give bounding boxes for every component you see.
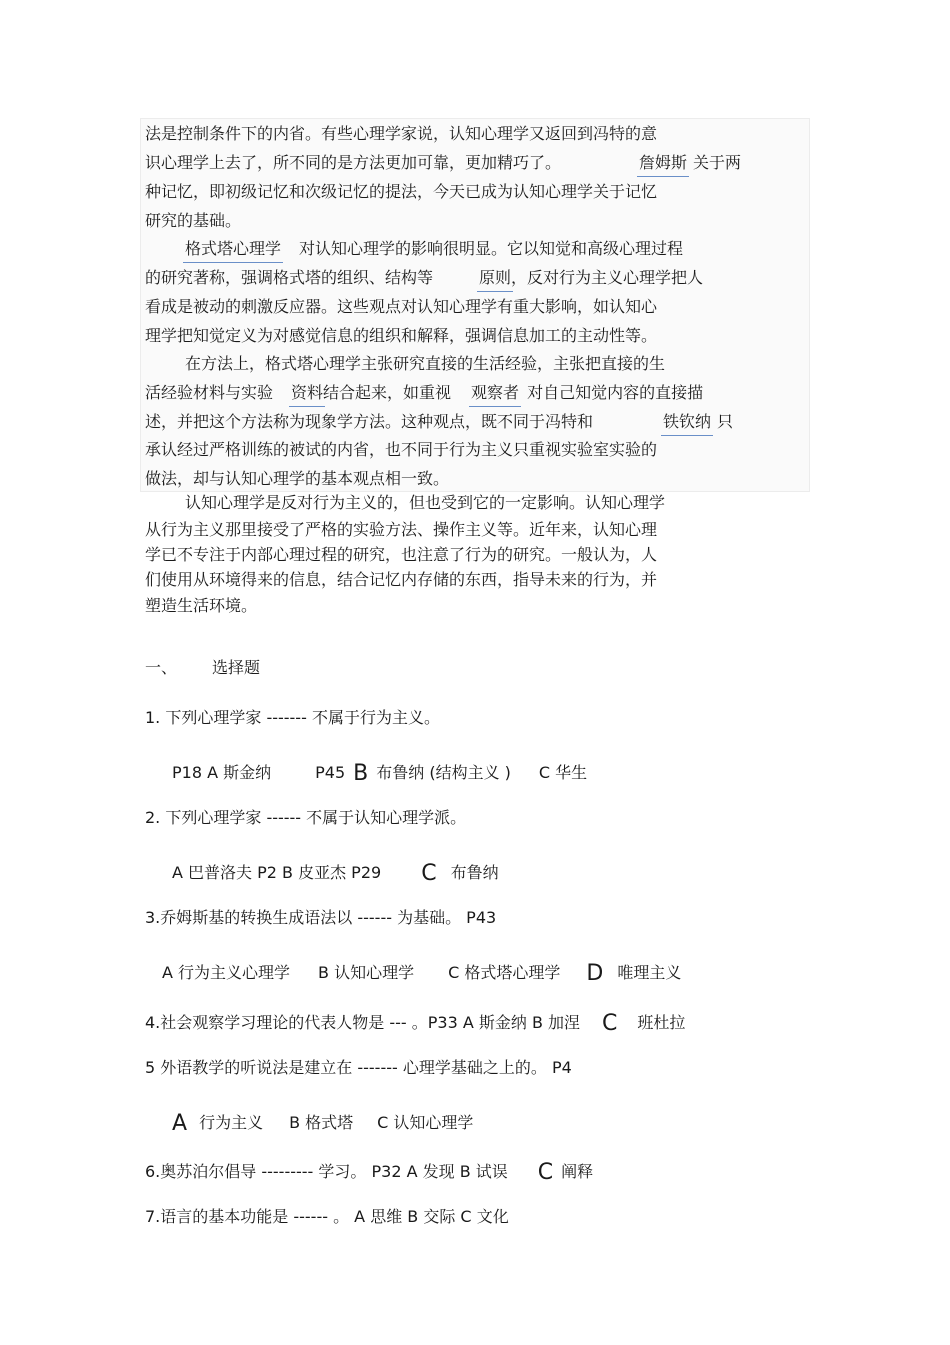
- text-line: 承认经过严格训练的被试的内省，也不同于行为主义只重视实验室实验的: [145, 440, 658, 459]
- question-6: [145, 1160, 594, 1185]
- text-line: 种记忆，即初级记忆和次级记忆的提法，今天已成为认知心理学关于记忆: [145, 182, 658, 201]
- q4-option-c: 班杜拉: [637, 1013, 686, 1032]
- q5-answer-letter: A: [172, 1111, 188, 1136]
- q6-text: 6.奥苏泊尔倡导 --------- 学习。 P32 A 发现 B 试误: [145, 1162, 508, 1181]
- text-span: 活经验材料与实验: [145, 383, 274, 402]
- text-span: ，反对行为主义心理学把人: [511, 268, 704, 287]
- q5-option-c: C 认知心理学: [377, 1113, 474, 1132]
- text-line: 塑造生活环境。: [145, 596, 258, 615]
- q3-option-a: A 行为主义心理学: [162, 963, 291, 982]
- q4-text: 4.社会观察学习理论的代表人物是 --- 。P33 A 斯金纳 B 加涅: [145, 1013, 581, 1032]
- underlined-term: 原则: [479, 268, 512, 287]
- text-line: 在方法上，格式塔心理学主张研究直接的生活经验，主张把直接的生: [185, 354, 666, 373]
- q2-options: [172, 861, 499, 886]
- question-4: [145, 1011, 686, 1036]
- q3-option-d: 唯理主义: [617, 963, 682, 982]
- q4-answer-letter: C: [602, 1011, 618, 1036]
- section-title: 选择题: [212, 658, 261, 677]
- text-line: 做法，却与认知心理学的基本观点相一致。: [145, 469, 450, 488]
- q3-option-c: C 格式塔心理学: [448, 963, 561, 982]
- q1-option-c: C 华生: [538, 763, 588, 782]
- text-span: 识心理学上去了，所不同的是方法更加可靠，更加精巧了。: [145, 153, 562, 172]
- q2-option-c: 布鲁纳: [450, 863, 499, 882]
- text-line: [145, 412, 733, 432]
- text-line: 看成是被动的刺激反应器。这些观点对认知心理学有重大影响，如认知心: [145, 297, 658, 316]
- text-line: 从行为主义那里接受了严格的实验方法、操作主义等。近年来，认知心理: [145, 520, 658, 539]
- text-line: [145, 268, 703, 288]
- q2-answer-letter: C: [421, 861, 437, 886]
- q5-option-a: 行为主义: [199, 1113, 264, 1132]
- text-span: 关于两: [693, 153, 742, 172]
- q1-options: [172, 761, 588, 786]
- text-span: 述，并把这个方法称为现象学方法。这种观点，既不同于冯特和: [145, 412, 594, 431]
- q1-answer-letter: B: [353, 761, 369, 786]
- text-span: 的研究著称，强调格式塔的组织、结构等: [145, 268, 434, 287]
- underlined-term: 詹姆斯: [639, 153, 688, 172]
- text-line: 法是控制条件下的内省。有些心理学家说，认知心理学又返回到冯特的意: [145, 124, 658, 143]
- q2-option-ab: A 巴普洛夫 P2 B 皮亚杰 P29: [172, 863, 382, 882]
- text-span: 结合起来，如重视: [323, 383, 452, 402]
- underlined-term: 格式塔心理学: [185, 239, 282, 258]
- underlined-term: 资料: [291, 383, 324, 402]
- question-1: 1. 下列心理学家 ------- 不属于行为主义。: [145, 708, 440, 727]
- text-line: 理学把知觉定义为对感觉信息的组织和解释，强调信息加工的主动性等。: [145, 326, 658, 345]
- underlined-term: 铁钦纳: [663, 412, 712, 431]
- q6-answer-letter: C: [537, 1160, 554, 1185]
- text-line: 认知心理学是反对行为主义的，但也受到它的一定影响。认知心理学: [185, 493, 666, 512]
- question-7: 7.语言的基本功能是 ------ 。 A 思维 B 交际 C 文化: [145, 1207, 509, 1226]
- text-span: 对自己知觉内容的直接描: [527, 383, 704, 402]
- q3-answer-letter: D: [586, 961, 604, 986]
- q6-option-c: 阐释: [561, 1162, 594, 1181]
- underlined-term: 观察者: [471, 383, 520, 402]
- text-line: 学已不专注于内部心理过程的研究，也注意了行为的研究。一般认为，人: [145, 545, 658, 564]
- question-2: 2. 下列心理学家 ------ 不属于认知心理学派。: [145, 808, 467, 827]
- q1-option-a: P18 A 斯金纳: [172, 763, 272, 782]
- q1-page-ref: P45: [315, 763, 346, 782]
- text-line: [145, 153, 741, 173]
- q5-option-b: B 格式塔: [289, 1113, 354, 1132]
- question-5: 5 外语教学的听说法是建立在 ------- 心理学基础之上的。 P4: [145, 1058, 572, 1077]
- q3-options: [162, 961, 682, 986]
- text-span: 只: [717, 412, 734, 431]
- q3-option-b: B 认知心理学: [318, 963, 415, 982]
- question-3: 3.乔姆斯基的转换生成语法以 ------ 为基础。 P43: [145, 908, 497, 927]
- q1-option-b: 布鲁纳 (结构主义 ): [376, 763, 511, 782]
- text-line: [185, 239, 683, 259]
- text-line: [145, 383, 703, 403]
- text-line: 研究的基础。: [145, 211, 242, 230]
- text-line: 们使用从环境得来的信息，结合记忆内存储的东西，指导未来的行为，并: [145, 570, 658, 589]
- q5-options: [172, 1111, 474, 1136]
- section-number: 一、: [145, 658, 178, 677]
- text-span: 对认知心理学的影响很明显。它以知觉和高级心理过程: [299, 239, 684, 258]
